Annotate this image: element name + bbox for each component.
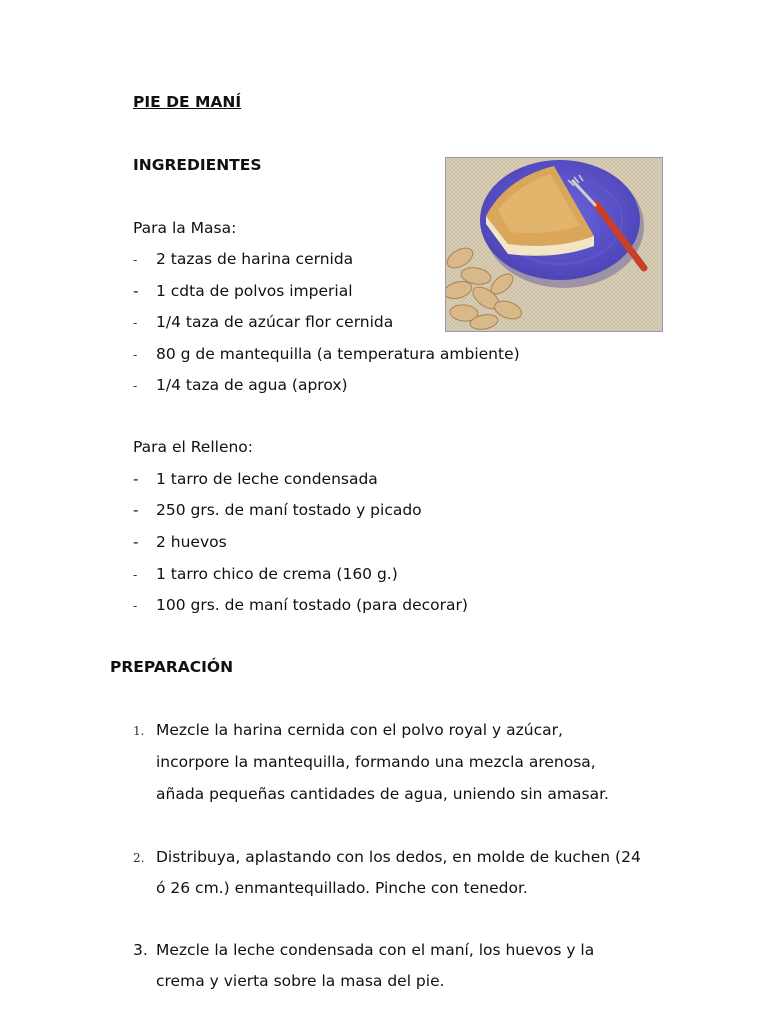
ingredient-text: 250 grs. de maní tostado y picado	[156, 501, 422, 519]
bullet-dash: -	[133, 316, 138, 330]
bullet-dash: -	[133, 379, 138, 393]
ingredient-text: 2 huevos	[156, 533, 227, 551]
step-line: Mezcle la harina cernida con el polvo royal y azúcar,	[156, 721, 563, 739]
step-item	[133, 721, 609, 803]
bullet-dash: -	[133, 282, 139, 300]
step-line: ó 26 cm.) enmantequillado. Pinche con tenedor.	[156, 879, 528, 897]
masa-heading: Para la Masa:	[133, 219, 237, 237]
recipe-title: PIE DE MANÍ	[133, 93, 242, 111]
step-line: Distribuya, aplastando con los dedos, en molde de kuchen (24	[156, 848, 641, 866]
ingredient-text: 1 tarro de leche condensada	[156, 470, 378, 488]
list-item	[133, 282, 353, 300]
ingredient-text: 1 cdta de polvos imperial	[156, 282, 353, 300]
pie-photo-illustration	[446, 158, 662, 331]
step-line: añada pequeñas cantidades de agua, uniendo sin amasar.	[156, 785, 609, 803]
step-line: incorpore la mantequilla, formando una mezcla arenosa,	[156, 753, 596, 771]
list-item	[133, 345, 520, 363]
preparation-heading: PREPARACIÓN	[110, 658, 234, 676]
list-item	[133, 376, 348, 394]
ingredient-text: 80 g de mantequilla (a temperatura ambiente)	[156, 345, 520, 363]
step-line: crema y vierta sobre la masa del pie.	[156, 972, 445, 990]
bullet-dash: -	[133, 348, 138, 362]
step-number: 1.	[133, 724, 145, 738]
bullet-dash: -	[133, 470, 139, 488]
step-item	[133, 941, 595, 990]
pie-photo	[445, 157, 663, 332]
step-line: Mezcle la leche condensada con el maní, los huevos y la	[156, 941, 595, 959]
relleno-heading: Para el Relleno:	[133, 438, 254, 456]
list-item	[133, 565, 398, 583]
bullet-dash: -	[133, 533, 139, 551]
ingredient-text: 1 tarro chico de crema (160 g.)	[156, 565, 398, 583]
list-item	[133, 596, 468, 614]
list-item	[133, 313, 393, 331]
bullet-dash: -	[133, 501, 139, 519]
step-number: 3.	[133, 941, 148, 959]
step-number: 2.	[133, 851, 145, 865]
bullet-dash: -	[133, 568, 138, 582]
ingredient-text: 1/4 taza de azúcar flor cernida	[156, 313, 394, 331]
ingredient-text: 2 tazas de harina cernida	[156, 250, 354, 268]
bullet-dash: -	[133, 599, 138, 613]
step-item	[133, 848, 641, 897]
bullet-dash: -	[133, 253, 138, 267]
list-item	[133, 533, 227, 551]
ingredient-text: 1/4 taza de agua (aprox)	[156, 376, 348, 394]
list-item	[133, 501, 422, 519]
list-item	[133, 470, 378, 488]
list-item	[133, 250, 353, 268]
ingredient-text: 100 grs. de maní tostado (para decorar)	[156, 596, 468, 614]
ingredients-heading: INGREDIENTES	[133, 156, 262, 174]
